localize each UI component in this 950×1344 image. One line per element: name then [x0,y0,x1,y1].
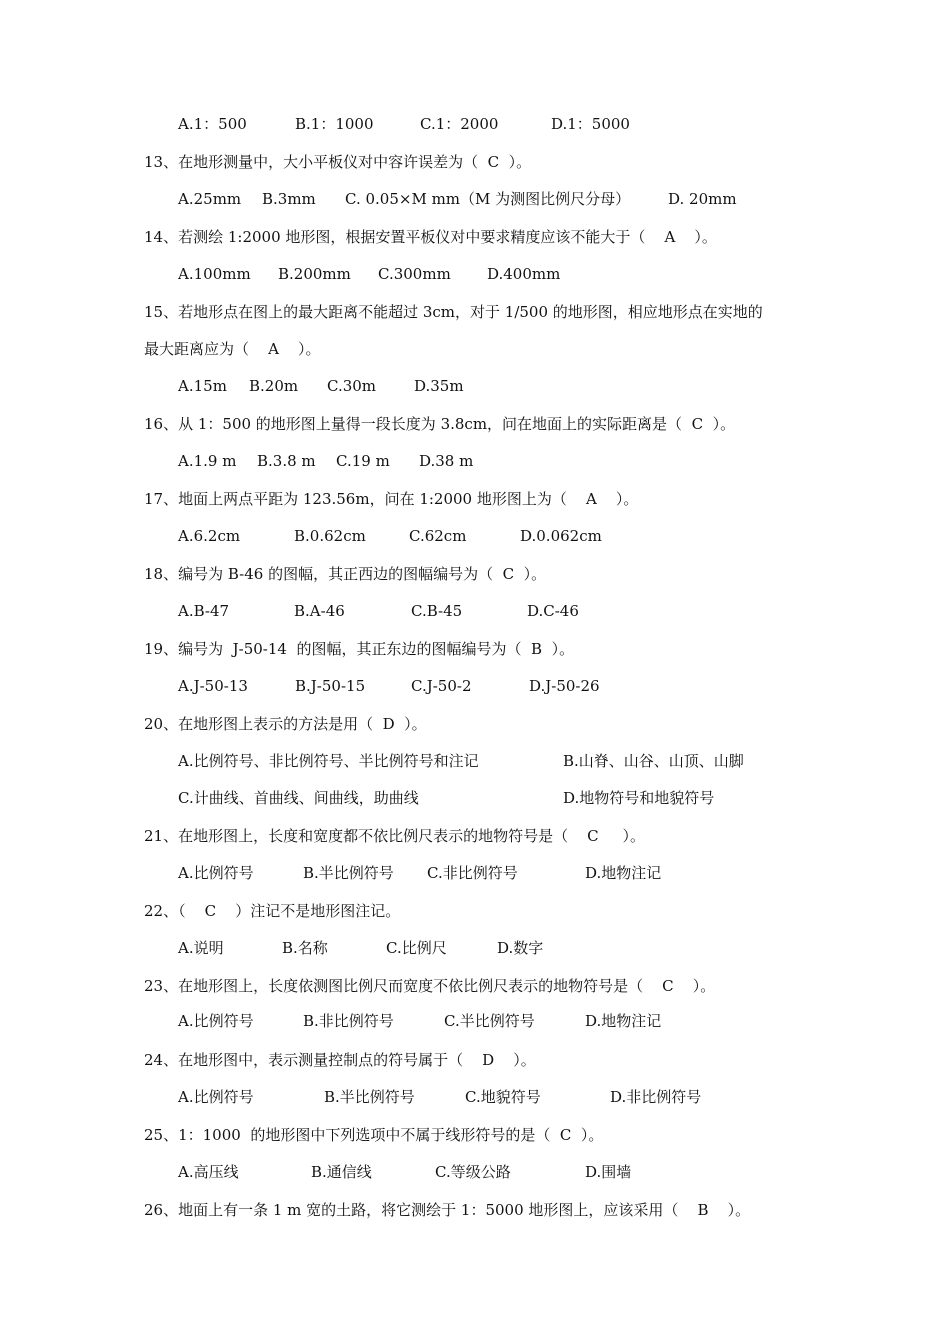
question-line: 20、在地形图上表示的方法是用（ D ）。 [144,715,427,733]
answer-option: D.400mm [487,265,561,283]
answer-option: A.说明 [178,939,224,957]
answer-option: A.1.9 m [178,452,237,470]
answer-option: D.0.062cm [520,527,602,545]
answer-option: C.B-45 [411,602,463,620]
question-line: 最大距离应为（ A ）。 [144,340,321,358]
question-line: 19、编号为 J-50-14 的图幅，其正东边的图幅编号为（ B ）。 [144,640,575,658]
answer-option: C.300mm [378,265,451,283]
answer-option: A.1：500 [178,115,247,133]
answer-option: C.比例尺 [386,939,447,957]
question-line: 25、1：1000 的地形图中下列选项中不属于线形符号的是（ C ）。 [144,1126,604,1144]
answer-option: D.地物注记 [585,864,662,882]
answer-option: A.高压线 [178,1163,239,1181]
answer-option: D.38 m [419,452,474,470]
question-line: 23、在地形图上，长度依测图比例尺而宽度不依比例尺表示的地物符号是（ C ）。 [144,977,716,995]
question-line: 16、从 1：500 的地形图上量得一段长度为 3.8cm，问在地面上的实际距离是（ C ）。 [144,415,736,433]
answer-option: B.山脊、山谷、山顶、山脚 [563,752,744,770]
answer-option: A.B-47 [178,602,230,620]
answer-option: D.1：5000 [551,115,630,133]
question-line: 24、在地形图中，表示测量控制点的符号属于（ D ）。 [144,1051,536,1069]
answer-option: B.通信线 [311,1163,372,1181]
answer-option: D. 20mm [668,190,737,208]
answer-option: B.非比例符号 [303,1012,394,1030]
answer-option: B.3mm [262,190,316,208]
answer-option: D.数字 [497,939,544,957]
answer-option: B.0.62cm [294,527,366,545]
answer-option: D.非比例符号 [610,1088,702,1106]
question-line: 13、在地形测量中，大小平板仪对中容许误差为（ C ）。 [144,153,532,171]
answer-option: B.半比例符号 [303,864,394,882]
question-line: 17、地面上两点平距为 123.56m，问在 1:2000 地形图上为（ A ）。 [144,490,639,508]
answer-option: C.J-50-2 [411,677,472,695]
answer-option: B.A-46 [294,602,345,620]
answer-option: C.等级公路 [435,1163,511,1181]
answer-option: A.比例符号 [178,1012,254,1030]
answer-option: C.1：2000 [420,115,499,133]
question-line: 26、地面上有一条 1 m 宽的土路，将它测绘于 1：5000 地形图上，应该采用（ B ）。 [144,1201,751,1219]
answer-option: A.100mm [178,265,251,283]
answer-option: B.半比例符号 [324,1088,415,1106]
answer-option: B.200mm [278,265,351,283]
answer-option: D.地物注记 [585,1012,662,1030]
answer-option: B.1：1000 [295,115,374,133]
answer-option: C.地貌符号 [465,1088,541,1106]
answer-option: D.C-46 [527,602,579,620]
answer-option: A.6.2cm [178,527,241,545]
answer-option: D.35m [414,377,464,395]
answer-option: C.19 m [336,452,390,470]
question-line: 21、在地形图上，长度和宽度都不依比例尺表示的地物符号是（ C ）。 [144,827,645,845]
answer-option: C.半比例符号 [444,1012,535,1030]
answer-option: A.比例符号 [178,864,254,882]
answer-option: C. 0.05×M mm（M 为测图比例尺分母） [345,190,631,208]
answer-option: B.3.8 m [257,452,316,470]
answer-option: A.比例符号 [178,1088,254,1106]
answer-option: A.比例符号、非比例符号、半比例符号和注记 [178,752,479,770]
answer-option: C.计曲线、首曲线、间曲线，助曲线 [178,789,419,807]
answer-option: D.地物符号和地貌符号 [563,789,715,807]
question-line: 14、若测绘 1:2000 地形图，根据安置平板仪对中要求精度应该不能大于（ A ）。 [144,228,717,246]
answer-option: A.J-50-13 [178,677,248,695]
answer-option: C.非比例符号 [427,864,518,882]
answer-option: C.62cm [409,527,467,545]
answer-option: D.J-50-26 [529,677,600,695]
answer-option: B.20m [249,377,299,395]
question-line: 22、（ C ）注记不是地形图注记。 [144,902,401,920]
answer-option: A.25mm [178,190,242,208]
answer-option: A.15m [178,377,227,395]
answer-option: D.围墙 [585,1163,632,1181]
answer-option: B.J-50-15 [295,677,366,695]
question-line: 18、编号为 B-46 的图幅，其正西边的图幅编号为（ C ）。 [144,565,547,583]
answer-option: C.30m [327,377,377,395]
answer-option: B.名称 [282,939,328,957]
question-line: 15、若地形点在图上的最大距离不能超过 3cm，对于 1/500 的地形图，相应地形点在实地的 [144,303,763,321]
